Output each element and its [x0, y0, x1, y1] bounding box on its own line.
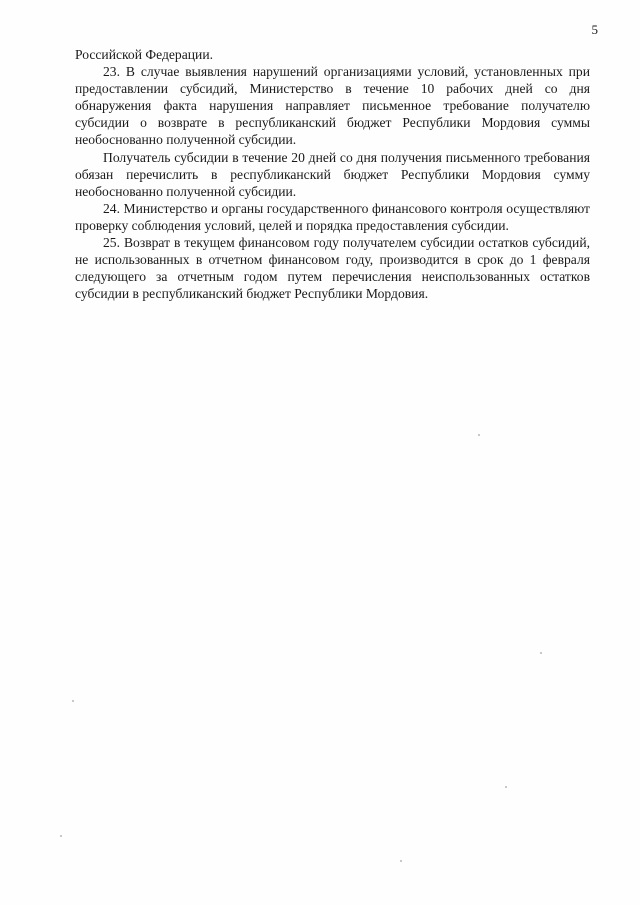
scan-speck	[505, 786, 507, 788]
scan-speck	[400, 860, 402, 862]
scan-speck	[478, 434, 480, 436]
paragraph-recipient-obligation: Получатель субсидии в течение 20 дней со дня получения письменного требования обязан перечислить в республиканский бюджет Республики Мордовия сумму необоснованно полученной субсидии.	[75, 149, 590, 199]
scan-speck	[60, 835, 62, 837]
scan-speck	[72, 700, 74, 702]
scan-speck	[540, 652, 542, 654]
page-number: 5	[591, 22, 598, 37]
paragraph-item-23: 23. В случае выявления нарушений организациями условий, установленных при предоставлении субсидий, Министерство в течение 10 рабочих дней со дня обнаружения факта нарушения направляет письменное требование получателю субсидии о возврате в республиканский бюджет Республики Мордовия суммы необоснованно полученной субсидии.	[75, 64, 590, 148]
paragraph-item-25: 25. Возврат в текущем финансовом году получателем субсидии остатков субсидий, не использованных в отчетном финансовом году, производится в срок до 1 февраля следующего за отчетным годом путем перечисления неиспользованных остатков субсидии в республиканский бюджет Республики Мордовия.	[75, 235, 590, 302]
paragraph-item-24: 24. Министерство и органы государственного финансового контроля осуществляют проверку соблюдения условий, целей и порядка предоставления субсидии.	[75, 200, 590, 233]
paragraph-continuation: Российской Федерации.	[75, 47, 213, 62]
document-body	[75, 46, 590, 302]
